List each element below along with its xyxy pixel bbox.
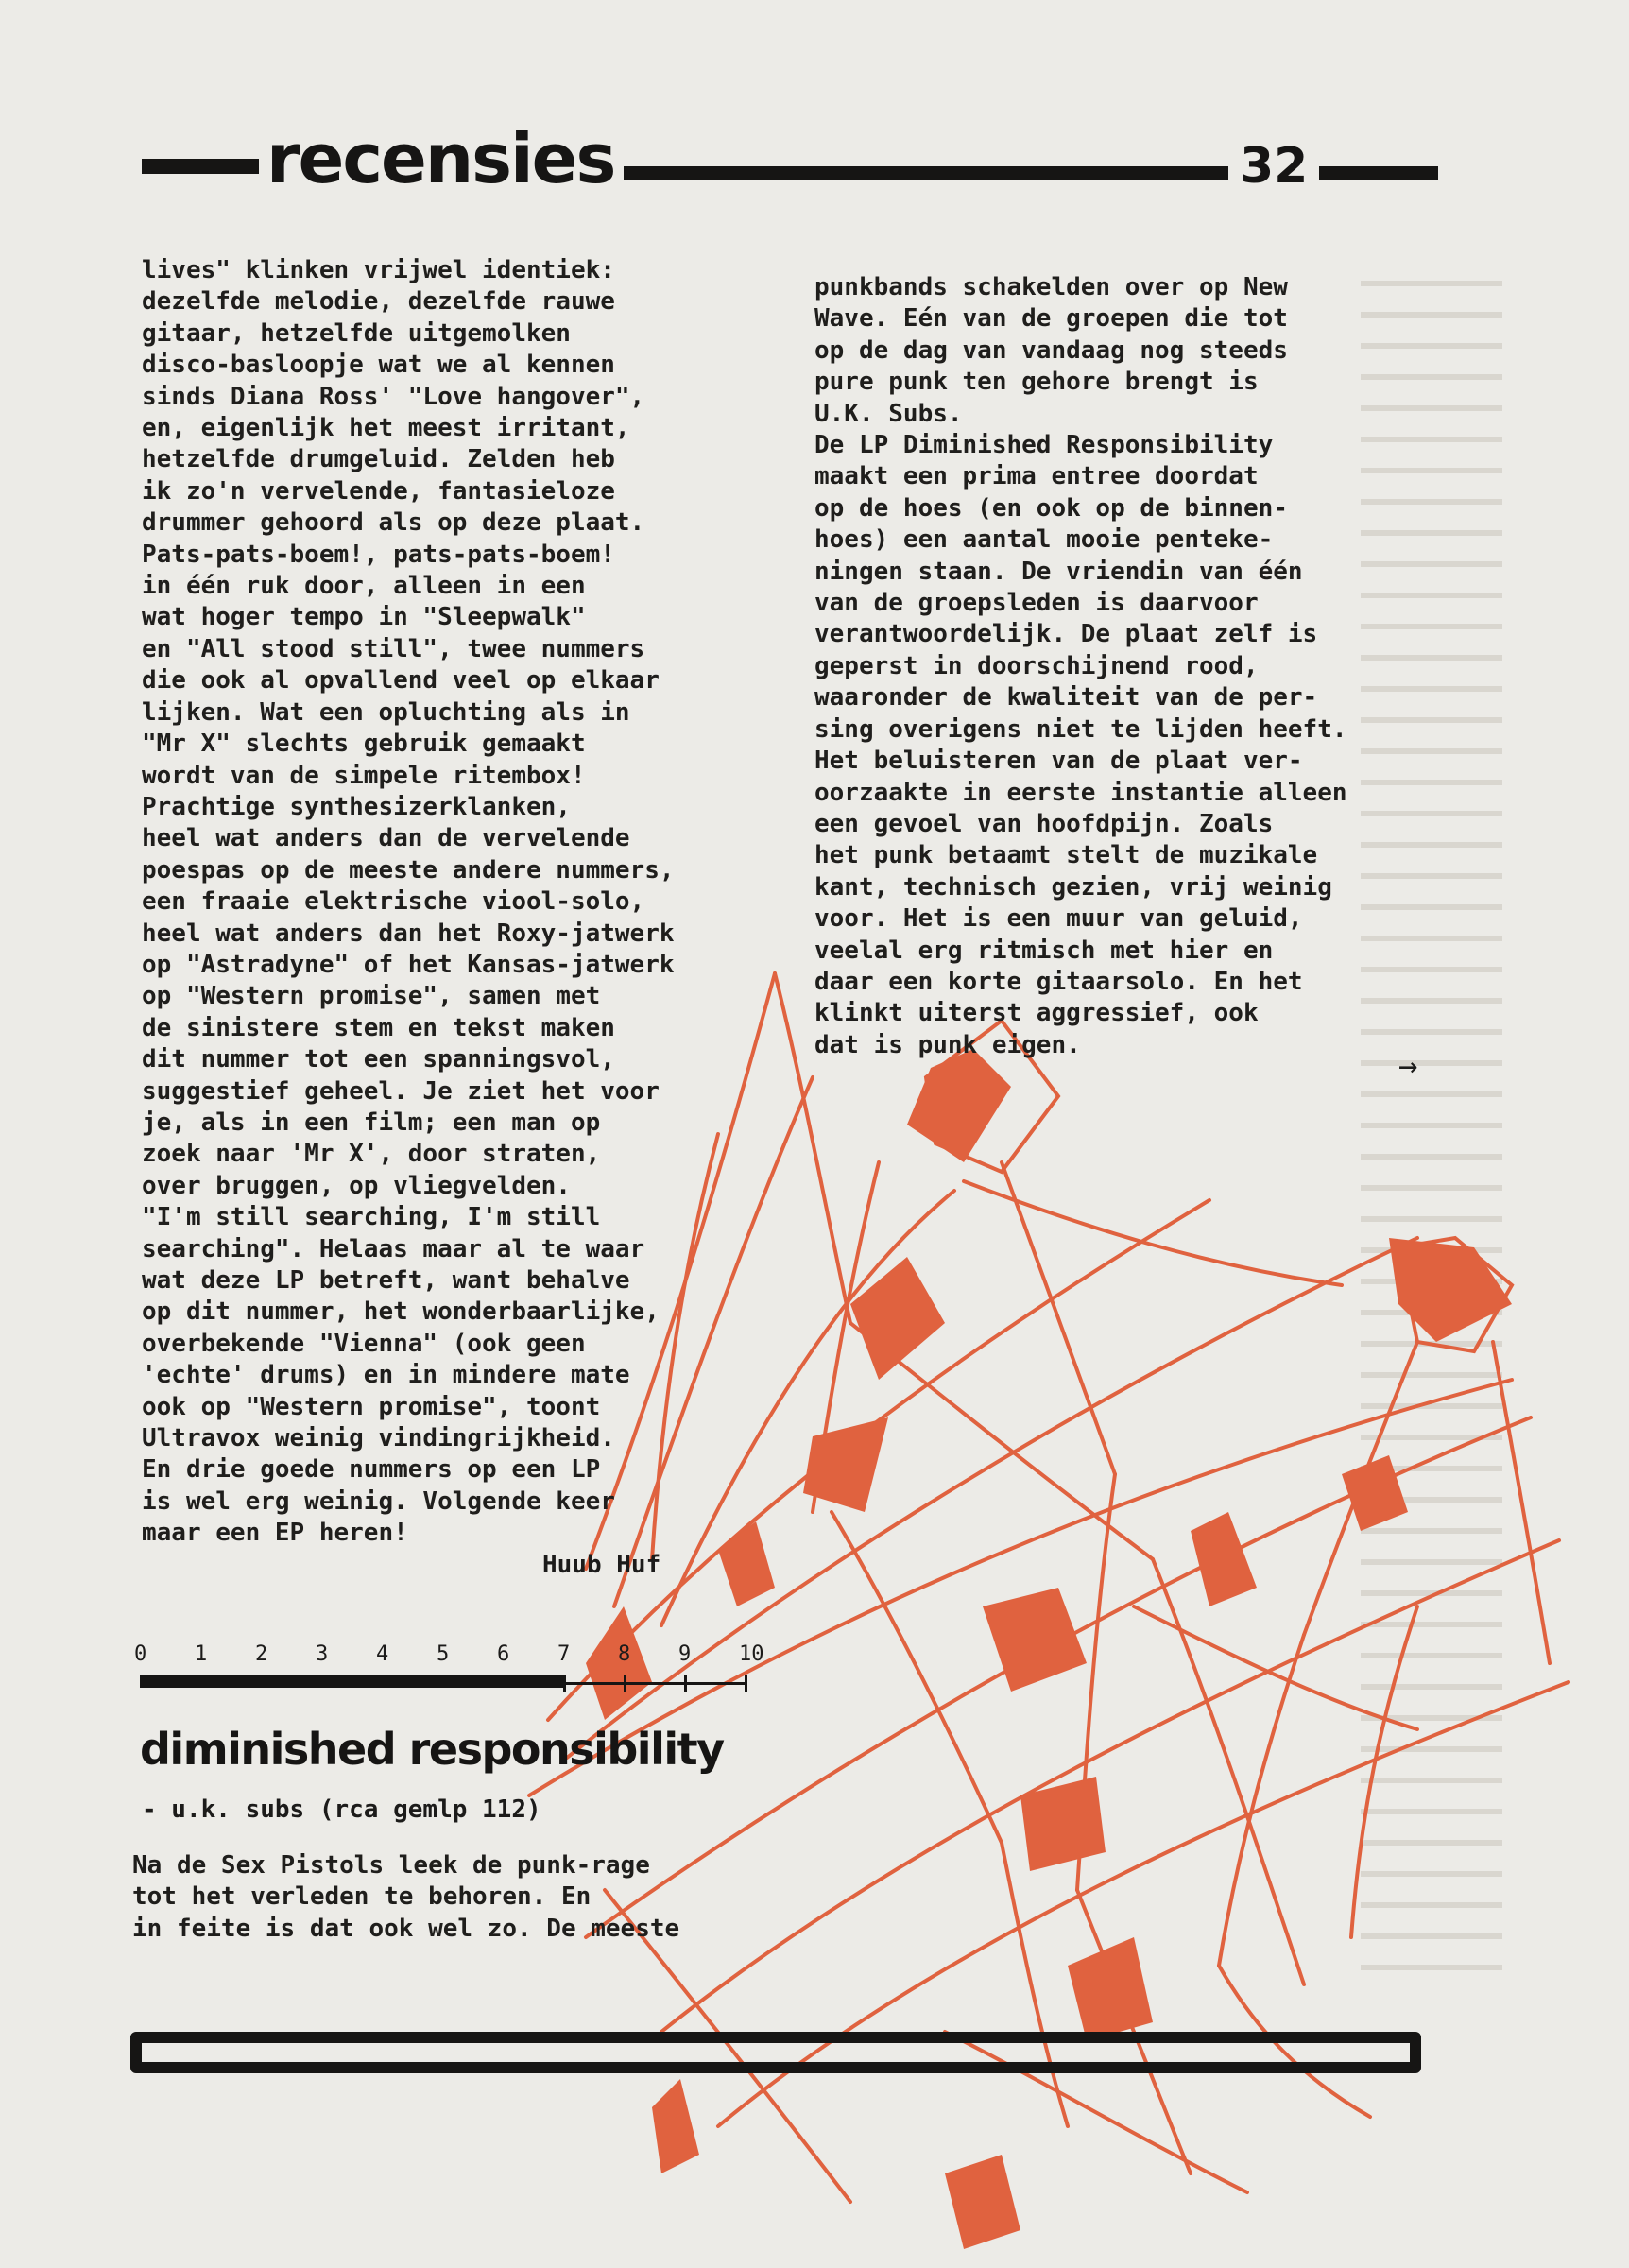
text-line: poespas op de meeste andere nummers, [142,855,675,885]
text-line: lijken. Wat een opluchting als in [142,697,630,727]
text-line: lives" klinken vrijwel identiek: [142,256,615,284]
rating-scale-label: 8 [618,1642,631,1666]
text-line: en "All stood still", twee nummers [142,634,645,663]
text-line: De LP Diminished Responsibility [814,431,1274,460]
text-line: de sinistere stem en tekst maken [142,1013,615,1042]
text-line: disco-basloopje wat we al kennen [142,351,615,380]
rating-scale-label: 9 [678,1642,692,1666]
text-line: voor. Het is een muur van geluid, [814,904,1303,934]
text-line: oorzaakte in eerste instantie alleen [814,778,1347,807]
text-line: ningen staan. De vriendin van één [814,557,1303,586]
text-line: heel wat anders dan de vervelende [142,824,630,853]
text-line: waaronder de kwaliteit van de per- [814,683,1318,713]
text-line: Na de Sex Pistols leek de punk-rage [132,1851,650,1880]
rating-scale-label: 4 [376,1642,389,1666]
text-line: over bruggen, op vliegvelden. [142,1171,571,1200]
text-line: sinds Diana Ross' "Love hangover", [142,382,645,411]
text-line: tot het verleden te behoren. En [132,1882,592,1912]
text-line: drummer gehoord als op deze plaat. [142,508,645,538]
text-line: ik zo'n vervelende, fantasieloze [142,476,615,506]
text-line: hoes) een aantal mooie penteke- [814,525,1274,555]
text-line: overbekende "Vienna" (ook geen [142,1329,586,1358]
text-line: suggestief geheel. Je ziet het voor [142,1076,660,1106]
left-column-text [142,255,675,1550]
text-line: wordt van de simpele ritembox! [142,761,586,790]
text-line: van de groepsleden is daarvoor [814,589,1259,618]
text-line: daar een korte gitaarsolo. En het [814,967,1303,996]
text-line: op dit nummer, het wonderbaarlijke, [142,1297,660,1327]
text-line: op de hoes (en ook op de binnen- [814,493,1288,523]
text-line: Het beluisteren van de plaat ver- [814,747,1303,776]
rating-scale-tick [745,1675,747,1692]
text-line: 'echte' drums) en in mindere mate [142,1361,630,1390]
text-line: op "Western promise", samen met [142,982,601,1011]
rating-scale-label: 2 [255,1642,268,1666]
text-line: wat hoger tempo in "Sleepwalk" [142,603,586,632]
text-line: "Mr X" slechts gebruik gemaakt [142,730,586,759]
rating-scale-label: 0 [134,1642,147,1666]
text-line: dit nummer tot een spanningsvol, [142,1045,615,1074]
text-line: maakt een prima entree doordat [814,462,1259,491]
text-line: hetzelfde drumgeluid. Zelden heb [142,445,615,474]
text-line: klinkt uiterst aggressief, ook [814,999,1259,1028]
text-line: Ultravox weinig vindingrijkheid. [142,1424,615,1453]
rating-scale-filled-bar [140,1675,563,1688]
text-line: een gevoel van hoofdpijn. Zoals [814,809,1274,838]
text-line: dezelfde melodie, dezelfde rauwe [142,287,615,317]
text-line: heel wat anders dan het Roxy-jatwerk [142,919,675,948]
text-line: U.K. Subs. [814,399,963,428]
text-line: Wave. Eén van de groepen die tot [814,304,1288,334]
text-line: Prachtige synthesizerklanken, [142,792,571,821]
text-line: in feite is dat ook wel zo. De meeste [132,1914,680,1943]
rating-scale-label: 5 [437,1642,450,1666]
text-line: wat deze LP betreft, want behalve [142,1266,630,1295]
review-intro-text [132,1850,679,1945]
rating-scale-label: 10 [739,1642,764,1666]
review-title: diminished responsibility [140,1724,724,1775]
text-line: searching". Helaas maar al te waar [142,1234,645,1263]
review-subtitle: - u.k. subs (rca gemlp 112) [142,1796,541,1824]
rating-scale-remaining-line [563,1682,745,1685]
section-title: recensies [266,119,615,198]
text-line: die ook al opvallend veel op elkaar [142,666,660,696]
text-line: maar een EP heren! [142,1519,408,1548]
text-line: een fraaie elektrische viool-solo, [142,887,645,917]
text-line: "I'm still searching, I'm still [142,1203,601,1232]
text-line: verantwoordelijk. De plaat zelf is [814,620,1318,649]
text-line: geperst in doorschijnend rood, [814,651,1259,680]
text-line: pure punk ten gehore brengt is [814,368,1259,397]
right-column-text [814,272,1347,1061]
continue-arrow: → [1398,1047,1418,1085]
text-line: ook op "Western promise", toont [142,1392,601,1421]
text-line: sing overigens niet te lijden heeft. [814,714,1347,744]
text-line: op "Astradyne" of het Kansas-jatwerk [142,950,675,979]
rating-scale-label: 3 [316,1642,329,1666]
rating-scale-label: 1 [195,1642,208,1666]
text-line: zoek naar 'Mr X', door straten, [142,1140,601,1169]
text-line: is wel erg weinig. Volgende keer [142,1486,615,1516]
footer-frame [130,2032,1421,2073]
page-number: 32 [1240,138,1309,195]
text-line: en, eigenlijk het meest irritant, [142,414,630,443]
text-line: punkbands schakelden over op New [814,273,1288,301]
rating-scale-label: 6 [497,1642,510,1666]
text-line: gitaar, hetzelfde uitgemolken [142,318,571,348]
review-author: Huub Huf [542,1551,661,1579]
text-line: kant, technisch gezien, vrij weinig [814,872,1332,902]
text-line: Pats-pats-boem!, pats-pats-boem! [142,540,615,569]
rating-scale-label: 7 [557,1642,571,1666]
text-line: het punk betaamt stelt de muzikale [814,841,1318,870]
text-line: je, als in een film; een man op [142,1108,601,1137]
text-line: veelal erg ritmisch met hier en [814,936,1274,965]
text-line: op de dag van vandaag nog steeds [814,335,1288,365]
text-line: in één ruk door, alleen in een [142,572,586,601]
text-line: En drie goede nummers op een LP [142,1455,601,1485]
text-line: dat is punk eigen. [814,1030,1081,1059]
